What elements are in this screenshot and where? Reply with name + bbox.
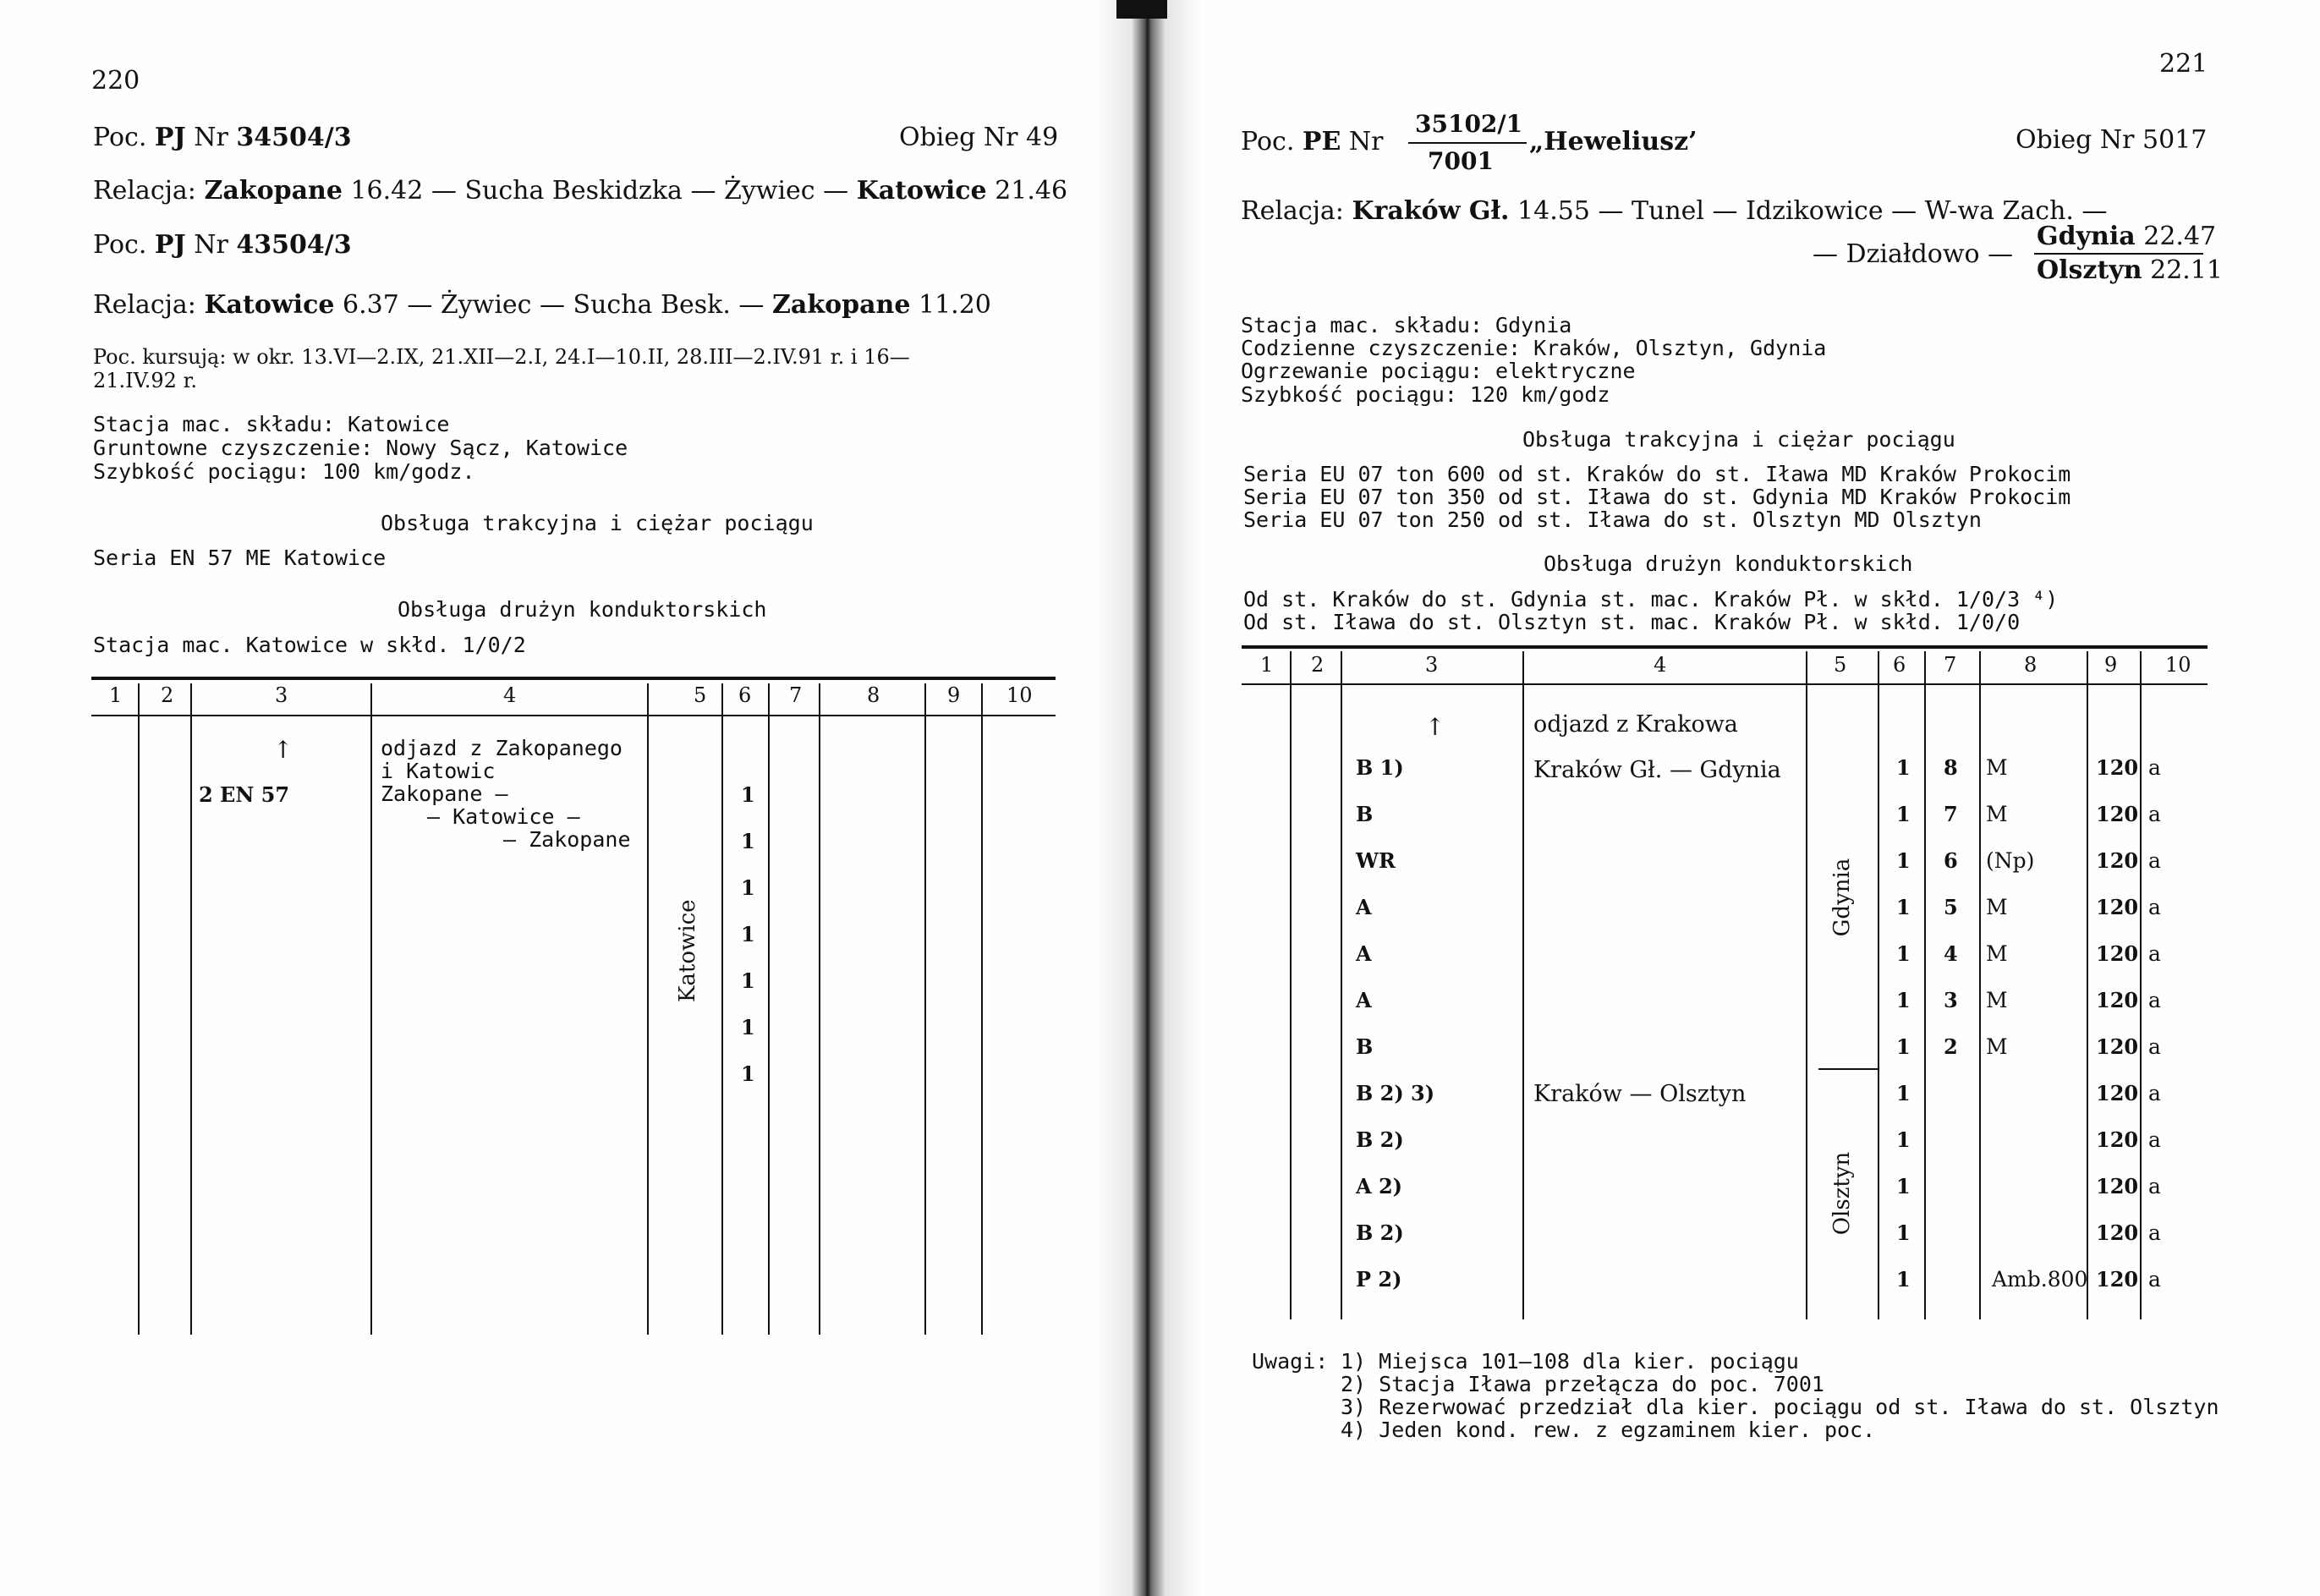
table-cell-c3: P 2) (1356, 1267, 1402, 1292)
col-header: 7 (1944, 653, 1957, 677)
train1-obieg: Obieg Nr 49 (899, 123, 1059, 152)
train-prefix: Poc. (1241, 127, 1295, 156)
col-header: 10 (2165, 653, 2191, 677)
train-header (1241, 127, 1384, 156)
info-line: Gruntowne czyszczenie: Nowy Sącz, Katowice (93, 436, 628, 460)
table-cell-c6: 1 (1896, 1081, 1911, 1105)
table-cell-c8: M (1986, 755, 2008, 780)
table-cell-c9: 120 (2096, 755, 2139, 780)
train2-number: 43504/3 (236, 230, 352, 260)
info-line: Stacja mac. składu: Gdynia (1241, 313, 1572, 337)
train-number-bottom: 7001 (1428, 147, 1494, 175)
relation-to2: Olsztyn (2037, 255, 2142, 285)
table-cell-c3: B 1) (1356, 755, 1404, 780)
col-divider (721, 683, 723, 1335)
table-cell-c9: 120 (2096, 1220, 2139, 1245)
col-divider (768, 683, 770, 1335)
col-header: 8 (867, 683, 880, 707)
table-cell-c7: 3 (1944, 988, 1958, 1012)
train1-type: PJ (154, 123, 186, 152)
col-header: 5 (694, 683, 707, 707)
remarks-label: Uwagi: (1252, 1349, 1329, 1374)
info-line: Ogrzewanie pociągu: elektryczne (1241, 359, 1636, 383)
table-cell-c10: a (2148, 802, 2161, 826)
col-header: 6 (738, 683, 752, 707)
table-cell-c3: B 2) 3) (1356, 1081, 1435, 1105)
col-divider (1924, 651, 1926, 1319)
relation-dep: 14.55 (1517, 196, 1590, 226)
traction-heading: Obsługa trakcyjna i ciężar pociągu (1522, 427, 1955, 452)
running-dates-line1: Poc. kursują: w okr. 13.VI—2.IX, 21.XII—2.I, 24.I—10.II, 28.III—2.IV.91 r. i 16— (93, 345, 910, 369)
relation-dep: 16.42 (350, 176, 424, 206)
relation-from: Zakopane (204, 176, 343, 206)
route-note: Kraków Gł. — Gdynia (1533, 757, 1781, 783)
crew-line: Od st. Kraków do st. Gdynia st. mac. Kraków Pł. w skłd. 1/0/3 ⁴) (1243, 587, 2059, 612)
col-header: 1 (109, 683, 123, 707)
table-cell-c10: a (2148, 1267, 2161, 1292)
col-header: 10 (1006, 683, 1033, 707)
table-cell-c10: a (2148, 988, 2161, 1012)
table-cell-c6: 1 (1896, 1034, 1911, 1059)
traction-line: Seria EU 07 ton 250 od st. Iława do st. Olsztyn MD Olsztyn (1243, 507, 1982, 532)
table-top-rule (91, 677, 1056, 680)
traction-line: Seria EU 07 ton 350 od st. Iława do st. Gdynia MD Kraków Prokocim (1243, 485, 2071, 509)
col-header: 3 (1425, 653, 1439, 677)
table-cell-c6: 1 (1896, 802, 1911, 826)
relation-label: Relacja: (1241, 196, 1344, 226)
table-cell-c7: 7 (1944, 802, 1958, 826)
relation-to: Zakopane (771, 290, 911, 320)
up-arrow-icon: ↑ (1425, 713, 1445, 741)
table-cell-c9: 120 (2096, 1127, 2139, 1152)
relation-arr1: 22.47 (2143, 222, 2217, 251)
relation-line1 (1241, 196, 2107, 226)
table-cell-c6: 1 (1896, 1174, 1911, 1198)
col-divider (1806, 651, 1807, 1319)
table-cell-c10: a (2148, 1127, 2161, 1152)
up-arrow-icon: ↑ (273, 736, 293, 764)
relation-dep: 6.37 (342, 290, 399, 320)
group-divider (1818, 1068, 1878, 1070)
col-divider (981, 683, 983, 1335)
col-divider (647, 683, 649, 1335)
col-header: 9 (947, 683, 961, 707)
train-nr-label: Nr (1348, 127, 1384, 156)
table-cell-c6: 1 (1896, 1267, 1911, 1292)
col6-value: 1 (741, 1061, 755, 1086)
group-vertical-label: Olsztyn (1829, 1151, 1855, 1236)
relation-via2: — Działdowo — (1813, 239, 2014, 269)
table-note: — Zakopane (503, 827, 631, 852)
table-cell-c9: 120 (2096, 1034, 2139, 1059)
train1-relation (93, 176, 1067, 206)
table-cell-c10: a (2148, 1034, 2161, 1059)
crew-heading: Obsługa drużyn konduktorskich (398, 597, 767, 622)
table-cell-c10: a (2148, 895, 2161, 919)
table-cell-c3: B (1356, 802, 1374, 826)
col-divider (2140, 651, 2142, 1319)
remark-line: 3) Rezerwować przedział dla kier. pociągu od st. Iława do st. Olsztyn (1341, 1395, 2219, 1419)
train1-nr-label: Nr (194, 123, 228, 152)
traction-heading: Obsługa trakcyjna i ciężar pociągu (381, 511, 814, 535)
train2-header (93, 230, 352, 260)
table-cell-c10: a (2148, 1174, 2161, 1198)
table-cell-c8: M (1986, 802, 2008, 826)
remark-line: 1) Miejsca 101—108 dla kier. pociągu (1341, 1349, 1799, 1374)
table-header-rule (1242, 683, 2208, 685)
book-spine (1093, 0, 1203, 1596)
train2-nr-label: Nr (194, 230, 228, 260)
table-cell-c8: M (1986, 1034, 2008, 1059)
train1-prefix: Poc. (93, 123, 147, 152)
col-header: 6 (1893, 653, 1906, 677)
train2-type: PJ (154, 230, 186, 260)
relation-destination-2 (2037, 255, 2223, 285)
col-divider (924, 683, 926, 1335)
table-cell-c9: 120 (2096, 802, 2139, 826)
table-cell-c9: 120 (2096, 941, 2139, 966)
relation-to: Katowice (856, 176, 987, 206)
table-cell-c3: A (1356, 895, 1372, 919)
col6-value: 1 (741, 922, 755, 946)
table-cell-c3: WR (1356, 848, 1396, 873)
info-line: Stacja mac. składu: Katowice (93, 412, 450, 436)
col-divider (1522, 651, 1524, 1319)
table-note: — Katowice — (427, 804, 580, 829)
table-cell-c8: M (1986, 941, 2008, 966)
table-cell-c6: 1 (1896, 755, 1911, 780)
relation-via: — Tunel — Idzikowice — W-wa Zach. — (1598, 196, 2108, 226)
col-header: 4 (1654, 653, 1667, 677)
table-cell-c3: A 2) (1356, 1174, 1403, 1198)
relation-arr: 21.46 (995, 176, 1068, 206)
running-dates-line2: 21.IV.92 r. (93, 369, 198, 392)
col-divider (370, 683, 372, 1335)
col-divider (190, 683, 192, 1335)
crew-line: Od st. Iława do st. Olsztyn st. mac. Kraków Pł. w skłd. 1/0/0 (1243, 610, 2021, 634)
table-cell-c8: M (1986, 895, 2008, 919)
col-divider (1878, 651, 1879, 1319)
table-cell-c6: 1 (1896, 848, 1911, 873)
table-cell-c7: 2 (1944, 1034, 1958, 1059)
col6-value: 1 (741, 875, 755, 900)
table-cell-c6: 1 (1896, 988, 1911, 1012)
relation-via: — Żywiec — Sucha Besk. — (407, 290, 765, 320)
relation-via: — Sucha Beskidzka — Żywiec — (431, 176, 849, 206)
info-line: Szybkość pociągu: 100 km/godz. (93, 459, 475, 484)
table-cell-c3: A (1356, 941, 1372, 966)
col-divider (1979, 651, 1981, 1319)
table-cell-c9: 120 (2096, 895, 2139, 919)
relation-label: Relacja: (93, 290, 196, 320)
table-cell-c10: a (2148, 1081, 2161, 1105)
table-note: i Katowic (381, 759, 496, 783)
group-vertical-label: Gdynia (1829, 858, 1855, 937)
route-note: Kraków — Olsztyn (1533, 1081, 1747, 1107)
table-cell-c6: 1 (1896, 1220, 1911, 1245)
col-header: 9 (2104, 653, 2118, 677)
col-header: 2 (161, 683, 174, 707)
train2-prefix: Poc. (93, 230, 147, 260)
remark-line: 2) Stacja Iława przełącza do poc. 7001 (1341, 1372, 1824, 1396)
train-name: „Heweliusz’ (1529, 127, 1697, 156)
table-cell-c3: B 2) (1356, 1127, 1404, 1152)
table-cell-c8: (Np) (1986, 848, 2035, 873)
relation-label: Relacja: (93, 176, 196, 206)
table-cell-c9: 120 (2096, 1267, 2139, 1292)
col6-value: 1 (741, 829, 755, 853)
table-cell-c7: 6 (1944, 848, 1958, 873)
col-header: 8 (2024, 653, 2038, 677)
table-cell-c6: 1 (1896, 1127, 1911, 1152)
table-cell-c10: a (2148, 848, 2161, 873)
col6-value: 1 (741, 782, 755, 807)
table-cell-c10: a (2148, 1220, 2161, 1245)
train1-header (93, 123, 352, 152)
col-divider (819, 683, 820, 1335)
departure-note: odjazd z Krakowa (1533, 711, 1738, 738)
relation-arr2: 22.11 (2150, 255, 2223, 285)
col6-value: 1 (741, 1015, 755, 1039)
col6-value: 1 (741, 968, 755, 993)
train-obieg: Obieg Nr 5017 (2016, 125, 2208, 155)
table-cell-c9: 120 (2096, 1081, 2139, 1105)
col-divider (1290, 651, 1292, 1319)
table-top-rule (1242, 645, 2208, 649)
station-vertical-label: Katowice (675, 899, 700, 1002)
relation-arr: 11.20 (918, 290, 991, 320)
remark-line: 4) Jeden kond. rew. z egzaminem kier. poc. (1341, 1418, 1876, 1442)
table-cell-c6: 1 (1896, 941, 1911, 966)
relation-to1: Gdynia (2037, 222, 2136, 251)
spine-shadow (1116, 0, 1167, 19)
train2-relation (93, 290, 991, 320)
col-divider (138, 683, 140, 1335)
destination-bar (2034, 253, 2203, 255)
crew-line: Stacja mac. Katowice w skłd. 1/0/2 (93, 633, 526, 657)
relation-from: Kraków Gł. (1352, 196, 1510, 226)
table-cell-c8: Amb.800 (1992, 1267, 2088, 1292)
table-cell-c6: 1 (1896, 895, 1911, 919)
table-cell-c10: a (2148, 941, 2161, 966)
relation-from: Katowice (204, 290, 335, 320)
table-cell-c9: 120 (2096, 988, 2139, 1012)
col-header: 7 (789, 683, 803, 707)
train-type: PE (1302, 127, 1341, 156)
col-header: 3 (275, 683, 288, 707)
table-cell-c3: B (1356, 1034, 1374, 1059)
table-note: Zakopane — (381, 782, 508, 806)
train-number-top: 35102/1 (1415, 110, 1523, 138)
info-line: Szybkość pociągu: 120 km/godz (1241, 382, 1610, 407)
table-cell-c7: 5 (1944, 895, 1958, 919)
col-header: 2 (1311, 653, 1325, 677)
table-cell-c3: A (1356, 988, 1372, 1012)
col-header: 5 (1834, 653, 1847, 677)
fraction-bar (1408, 142, 1527, 144)
info-line: Codzienne czyszczenie: Kraków, Olsztyn, Gdynia (1241, 336, 1827, 360)
crew-heading: Obsługa drużyn konduktorskich (1544, 551, 1913, 576)
table-cell-c10: a (2148, 755, 2161, 780)
page-number-left: 220 (91, 66, 140, 96)
unit-label: 2 EN 57 (199, 782, 290, 807)
table-cell-c7: 4 (1944, 941, 1958, 966)
col-divider (1341, 651, 1342, 1319)
table-cell-c9: 120 (2096, 1174, 2139, 1198)
traction-line: Seria EU 07 ton 600 od st. Kraków do st. Iława MD Kraków Prokocim (1243, 462, 2071, 486)
col-divider (2087, 651, 2088, 1319)
table-note: odjazd z Zakopanego (381, 736, 623, 760)
col-header: 4 (503, 683, 517, 707)
table-cell-c8: M (1986, 988, 2008, 1012)
page-number-right: 221 (2159, 49, 2208, 79)
relation-destination-1 (2037, 222, 2216, 251)
col-header: 1 (1260, 653, 1274, 677)
train1-number: 34504/3 (236, 123, 352, 152)
traction-line: Seria EN 57 ME Katowice (93, 546, 387, 570)
table-cell-c7: 8 (1944, 755, 1958, 780)
table-header-rule (91, 715, 1056, 716)
table-cell-c9: 120 (2096, 848, 2139, 873)
table-cell-c3: B 2) (1356, 1220, 1404, 1245)
